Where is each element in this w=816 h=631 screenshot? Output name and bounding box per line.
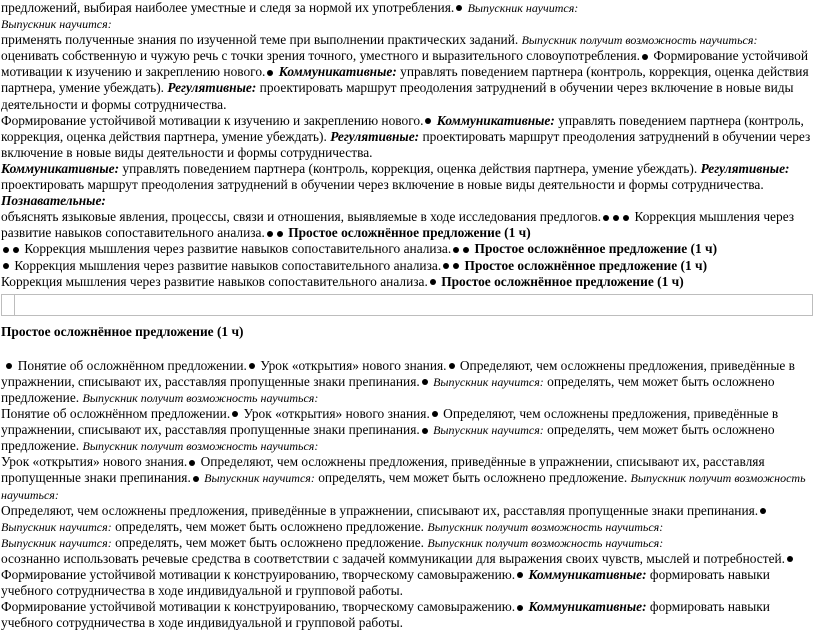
text-run: Простое осложнённое предложение (1 ч)	[464, 257, 708, 273]
text-run: формировать навыки учебного сотрудничества в ходе индивидуальной и групповой работы.	[1, 567, 770, 599]
paragraph	[1, 551, 813, 599]
bullet-icon	[232, 411, 238, 417]
text-run: объяснять языковые явления, процессы, связи и отношения, выявляемые в ходе исследования предлогов.	[1, 209, 602, 225]
paragraph	[1, 16, 813, 32]
bullet-icon	[425, 118, 431, 124]
text-run: Формирование устойчивой мотивации к изучению и закреплению нового.	[1, 112, 424, 128]
text-run: определять, чем может быть осложнено предложение.	[115, 534, 425, 550]
text-run: Коммуникативные:	[1, 160, 120, 176]
text-run: управлять поведением партнера (контроль, коррекция, оценка действия партнера, умение убеждать).	[122, 160, 698, 176]
text-run: Выпускник получит возможность научиться:	[427, 535, 664, 550]
paragraph	[1, 32, 813, 112]
bullet-icon	[453, 247, 459, 253]
text-run: Определяют, чем осложнены предложения, приведённые в упражнении, списывают их, расставляя пропущенные знаки препинания.	[1, 454, 765, 486]
paragraph	[1, 535, 813, 551]
text-run: Урок «открытия» нового знания.	[1, 454, 188, 470]
text-run: определять, чем может быть осложнено предложение.	[1, 373, 775, 405]
text-run: определять, чем может быть осложнено предложение.	[318, 470, 628, 486]
text-run: Выпускник научится:	[1, 519, 112, 534]
bullet-icon	[432, 411, 438, 417]
text-run: Простое осложнённое предложение (1 ч)	[441, 273, 684, 289]
text-run: предложений, выбирая наиболее уместные и следя за нормой их употребления.	[1, 0, 455, 15]
text-run: Определяют, чем осложнены предложения, приведённые в упражнении, списывают их, расставляя пропущенные знаки препинания.	[1, 357, 795, 389]
text-run: Простое осложнённое предложение (1 ч)	[474, 241, 718, 257]
text-run: Урок «открытия» нового знания.	[260, 357, 447, 373]
text-run: управлять поведением партнера (контроль, коррекция, оценка действия партнера, умение убеждать).	[1, 112, 804, 144]
paragraph	[1, 113, 813, 161]
bullet-icon	[267, 70, 273, 76]
text-run: Коммуникативные:	[436, 112, 555, 128]
text-run: Регулятивные:	[700, 160, 790, 176]
paragraph	[1, 503, 813, 535]
text-run: Выпускник научится:	[204, 471, 315, 486]
text-run: Определяют, чем осложнены предложения, приведённые в упражнении, списывают их, расставляя пропущенные знаки препинания.	[1, 502, 759, 518]
text-run: Познавательные:	[1, 193, 106, 209]
paragraph	[1, 274, 813, 290]
paragraph	[1, 209, 813, 241]
text-run: Понятие об осложнённом предложении.	[17, 357, 247, 373]
text-run: проектировать маршрут преодоления затруднений в обучении через включение в новые виды деятельности и формы сотрудничества.	[1, 128, 811, 160]
table-row	[2, 294, 813, 315]
text-run: формировать навыки учебного сотрудничества в ходе индивидуальной и групповой работы.	[1, 599, 770, 631]
text-run: Формирование устойчивой мотивации к конструированию, творческому самовыражению.	[1, 599, 516, 615]
bullet-icon	[453, 263, 459, 269]
text-run: Выпускник научится:	[433, 423, 544, 438]
text-run: Коммуникативные:	[528, 599, 647, 615]
bullet-icon	[517, 572, 523, 578]
bullet-icon	[13, 247, 19, 253]
bullet-icon	[249, 363, 255, 369]
text-run: Понятие об осложнённом предложении.	[1, 406, 231, 422]
text-run: Выпускник научится:	[1, 535, 112, 550]
text-run: оценивать собственную и чужую речь с точки зрения точного, уместного и выразительного словоупотребления.	[1, 48, 640, 64]
paragraph	[1, 258, 813, 274]
paragraph	[1, 406, 813, 454]
section-heading: Простое осложнённое предложение (1 ч)	[1, 323, 244, 339]
paragraph	[1, 599, 813, 631]
text-run: Коммуникативные:	[528, 567, 647, 582]
text-run: проектировать маршрут преодоления затруднений в обучении через включение в новые виды деятельности и формы сотрудничества.	[1, 177, 764, 193]
text-run: Коммуникативные:	[278, 64, 397, 80]
bullet-icon	[267, 231, 273, 237]
text-run: Коррекция мышления через развитие навыков сопоставительного анализа.	[1, 273, 428, 289]
text-run: осознанно использовать речевые средства в соответствии с задачей коммуникации для выражения своих чувств, мыслей и потребностей.	[1, 550, 786, 566]
bullet-icon	[463, 247, 469, 253]
text-run: Регулятивные:	[167, 80, 257, 96]
bullet-icon	[449, 363, 455, 369]
text-run: Определяют, чем осложнены предложения, приведённые в упражнении, списывают их, расставляя пропущенные знаки препинания.	[1, 406, 779, 438]
empty-table	[1, 294, 813, 316]
bullet-icon	[430, 279, 436, 285]
text-run: Выпускник получит возможность научиться:	[521, 33, 758, 48]
bullet-icon	[3, 247, 9, 253]
bullet-icon	[760, 508, 766, 514]
bullet-icon	[642, 54, 648, 60]
paragraph	[1, 193, 813, 209]
bullet-icon	[443, 263, 449, 269]
bullet-icon	[6, 363, 12, 369]
paragraph	[1, 454, 813, 502]
text-run: определять, чем может быть осложнено предложение.	[1, 422, 775, 454]
bullet-icon	[517, 605, 523, 611]
bullet-icon	[623, 215, 629, 221]
text-run: Выпускник научится:	[433, 374, 544, 389]
text-run: Урок «открытия» нового знания.	[243, 406, 430, 422]
bullet-icon	[422, 379, 428, 385]
text-run: Формирование устойчивой мотивации к изучению и закреплению нового.	[1, 48, 809, 80]
text-run: Коррекция мышления через развитие навыков сопоставительного анализа.	[14, 257, 442, 273]
bullet-icon	[787, 556, 793, 562]
text-run: управлять поведением партнера (контроль, коррекция, оценка действия партнера, умение убеждать).	[1, 64, 809, 96]
text-run: Простое осложнённое предложение (1 ч)	[288, 225, 531, 241]
text-run: Выпускник научится:	[1, 17, 112, 32]
text-run: Выпускник получит возможность научиться:	[82, 439, 319, 454]
paragraph	[1, 358, 813, 406]
text-run: проектировать маршрут преодоления затруднений в обучении через включение в новые виды деятельности и формы сотрудничества.	[1, 80, 794, 112]
bullet-icon	[193, 476, 199, 482]
bullet-icon	[277, 231, 283, 237]
text-run: Выпускник получит возможность научиться:	[427, 519, 664, 534]
text-run: применять полученные знания по изученной теме при выполнении практических заданий.	[1, 32, 519, 48]
paragraph	[1, 161, 813, 193]
text-run: Выпускник получит возможность научиться:	[82, 390, 319, 405]
bullet-icon	[456, 5, 462, 11]
table-cell	[2, 294, 15, 315]
text-run: Регулятивные:	[330, 128, 420, 144]
paragraph	[1, 0, 813, 16]
bullet-icon	[189, 460, 195, 466]
bullet-icon	[603, 215, 609, 221]
text-run: Формирование устойчивой мотивации к конструированию, творческому самовыражению.	[1, 567, 516, 582]
table-cell	[15, 294, 813, 315]
bullet-icon	[3, 263, 9, 269]
text-run: Выпускник научится:	[467, 1, 579, 15]
text-run: Коррекция мышления через развитие навыков сопоставительного анализа.	[24, 241, 452, 257]
bullet-icon	[613, 215, 619, 221]
bullet-icon	[422, 428, 428, 434]
text-run: Коррекция мышления через развитие навыков сопоставительного анализа.	[1, 209, 795, 241]
text-run: определять, чем может быть осложнено предложение.	[115, 518, 425, 534]
text-run: Выпускник получит возможность научиться:	[1, 471, 806, 502]
paragraph	[1, 241, 813, 257]
